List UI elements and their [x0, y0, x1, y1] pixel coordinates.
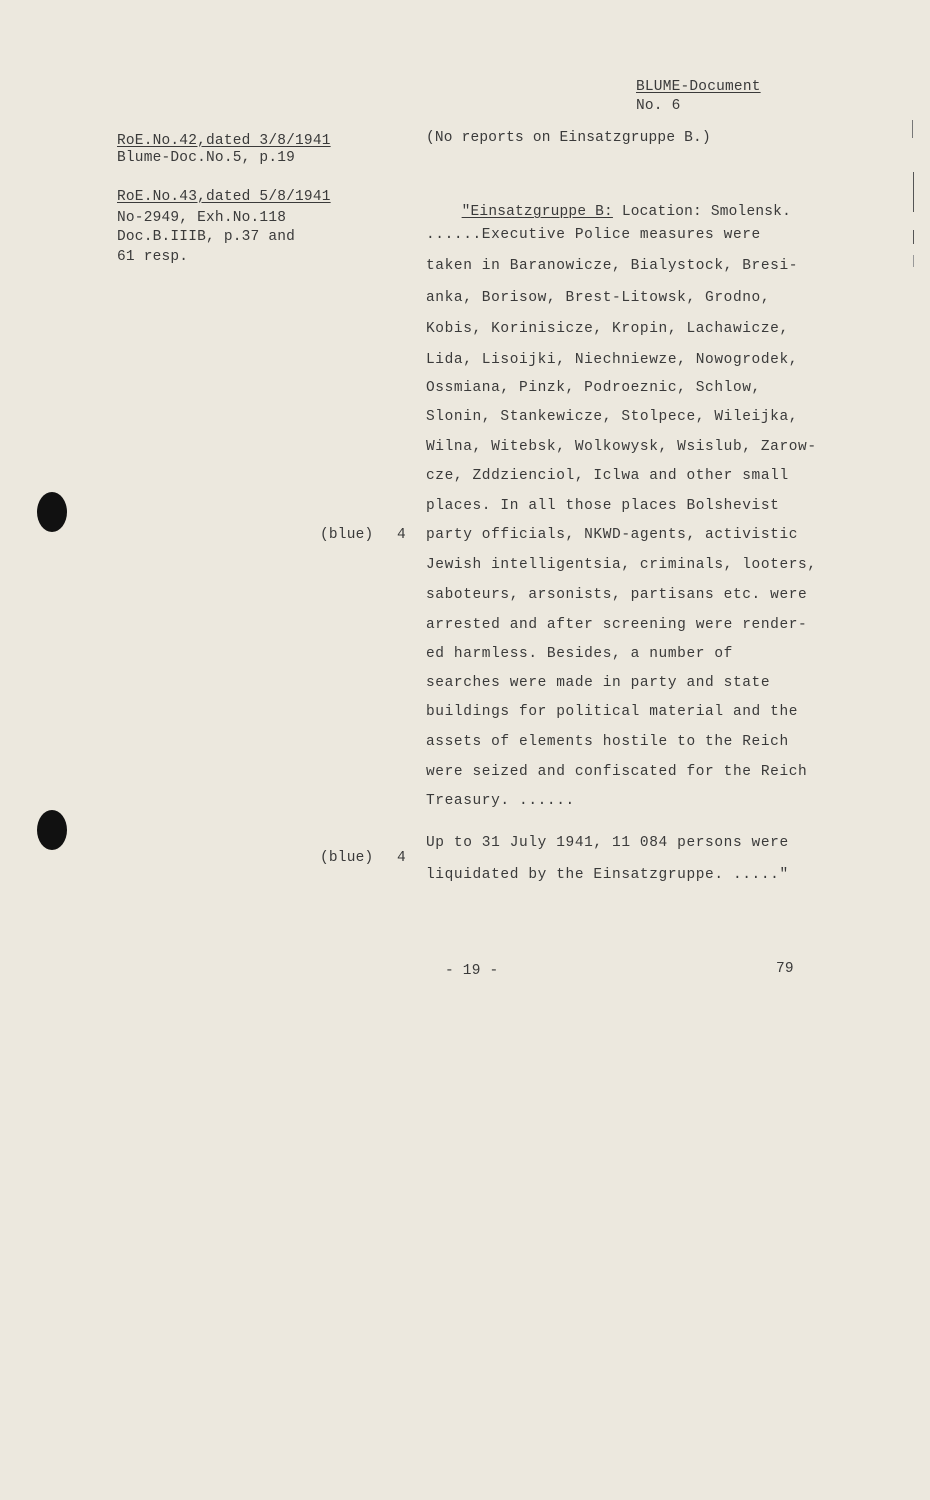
- body-line: anka, Borisow, Brest-Litowsk, Grodno,: [426, 290, 771, 306]
- edge-mark: [913, 255, 914, 267]
- document-title: BLUME-Document: [636, 79, 761, 95]
- reference-1-line-1: RoE.No.42,dated 3/8/1941: [117, 133, 331, 149]
- final-line-2: liquidated by the Einsatzgruppe. .....": [426, 867, 789, 883]
- punch-hole-top: [37, 492, 67, 532]
- section-heading-prefix: "Einsatzgruppe B:: [461, 204, 613, 220]
- body-line: Jewish intelligentsia, criminals, looters,: [426, 557, 817, 573]
- edge-mark: [913, 230, 914, 244]
- margin-note-2-label: (blue): [320, 850, 374, 866]
- body-line: Wilna, Witebsk, Wolkowysk, Wsislub, Zarow-: [426, 439, 817, 455]
- body-line: taken in Baranowicze, Bialystock, Bresi-: [426, 258, 799, 274]
- final-line-1: Up to 31 July 1941, 11 084 persons were: [426, 835, 789, 851]
- reference-2-line-1: RoE.No.43,dated 5/8/1941: [117, 189, 331, 205]
- margin-note-1-number: 4: [397, 527, 406, 543]
- document-number: No. 6: [636, 98, 681, 114]
- body-line: Kobis, Korinisicze, Kropin, Lachawicze,: [426, 321, 789, 337]
- body-line: ......Executive Police measures were: [426, 227, 761, 243]
- no-reports-note: (No reports on Einsatzgruppe B.): [426, 130, 711, 146]
- body-line: buildings for political material and the: [426, 704, 799, 720]
- page-number: 79: [776, 961, 794, 977]
- reference-2-line-4: 61 resp.: [117, 249, 189, 265]
- reference-2-line-2: No-2949, Exh.No.118: [117, 210, 287, 226]
- body-line: arrested and after screening were render-: [426, 617, 808, 633]
- margin-note-1-label: (blue): [320, 527, 374, 543]
- margin-note-2-number: 4: [397, 850, 406, 866]
- body-line: cze, Zddzienciol, Iclwa and other small: [426, 468, 789, 484]
- body-line: Slonin, Stankewicze, Stolpece, Wileijka,: [426, 409, 799, 425]
- edge-mark: [913, 172, 914, 212]
- body-line: Treasury. ......: [426, 793, 575, 809]
- body-line: were seized and confiscated for the Reich: [426, 764, 808, 780]
- reference-1-line-2: Blume-Doc.No.5, p.19: [117, 150, 296, 166]
- reference-2-line-3: Doc.B.IIIB, p.37 and: [117, 229, 296, 245]
- body-line: places. In all those places Bolshevist: [426, 498, 780, 514]
- body-line: saboteurs, arsonists, partisans etc. were: [426, 587, 808, 603]
- edge-mark: [912, 120, 913, 138]
- body-line: Lida, Lisoijki, Niechniewze, Nowogrodek,: [426, 352, 799, 368]
- punch-hole-bottom: [37, 810, 67, 850]
- section-heading-location: Location: Smolensk.: [612, 204, 791, 220]
- body-line: Ossmiana, Pinzk, Podroeznic, Schlow,: [426, 380, 761, 396]
- body-line: ed harmless. Besides, a number of: [426, 646, 733, 662]
- body-line: searches were made in party and state: [426, 675, 771, 691]
- body-line: party officials, NKWD-agents, activistic: [426, 527, 799, 543]
- body-line: assets of elements hostile to the Reich: [426, 734, 789, 750]
- page-marker: - 19 -: [445, 963, 499, 979]
